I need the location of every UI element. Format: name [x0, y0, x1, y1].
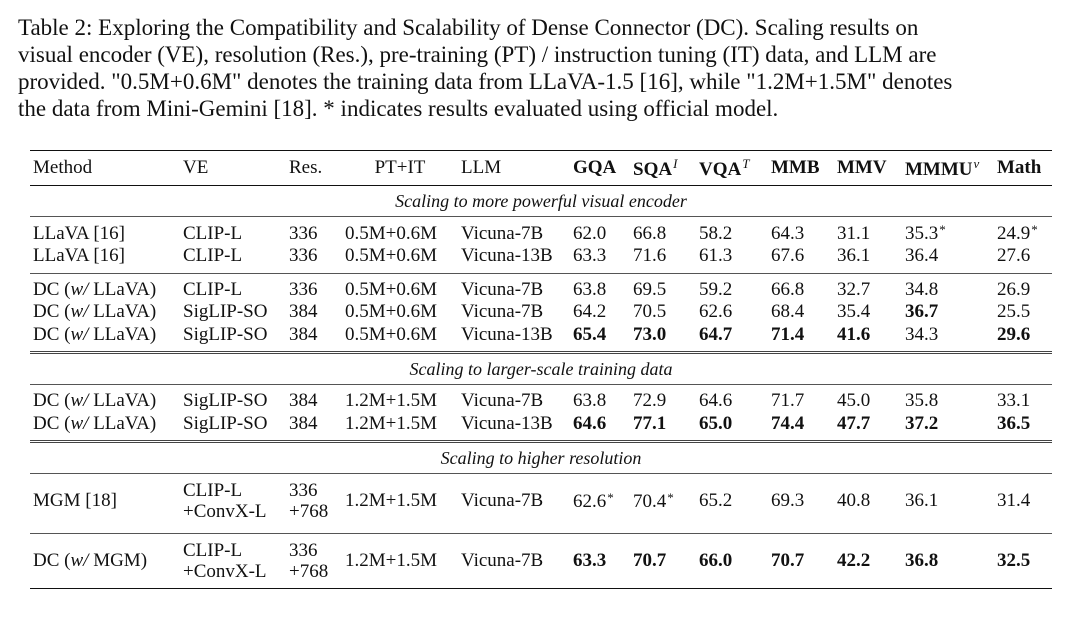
cell-llm: Vicuna-7B — [461, 390, 544, 412]
cell-sqa: 70.5 — [633, 301, 667, 323]
method-suffix: MGM) — [88, 550, 148, 571]
cell-llm: Vicuna-13B — [458, 413, 570, 442]
table-row — [30, 534, 1052, 589]
header-vqa-text: VQA — [699, 158, 742, 180]
cell-gqa: 64.2 — [573, 301, 607, 323]
method-suffix: LLaVA) — [88, 278, 157, 300]
caption-line-1: Table 2: Exploring the Compatibility and Scalability of Dense Connector (DC). Scaling results on — [18, 15, 919, 40]
cell-ptit: 0.5M+0.6M — [342, 324, 458, 353]
method-suffix: LLaVA) — [88, 390, 157, 412]
cell-res: 384 — [286, 324, 342, 353]
cell-method — [30, 534, 180, 589]
cell-mmb: 71.4 — [768, 324, 834, 353]
cell-mmb: 66.8 — [771, 278, 805, 300]
cell-ptit: 1.2M+1.5M — [342, 474, 458, 534]
cell-res: 336 — [286, 245, 342, 273]
header-ptit: PT+IT — [342, 151, 458, 186]
cell-mmmu-value: 35.3 — [905, 223, 939, 244]
cell-ptit: 0.5M+0.6M — [345, 301, 438, 323]
cell-ve-line-1: CLIP-L — [183, 540, 243, 561]
header-sqa-superscript: I — [673, 155, 678, 171]
cell-math — [994, 217, 1052, 246]
cell-gqa: 63.8 — [573, 278, 607, 300]
cell-ve: SigLIP-SO — [183, 301, 268, 323]
cell-vqa: 61.3 — [696, 245, 768, 273]
cell-mmb: 64.3 — [771, 222, 805, 244]
cell-mmmu-note: * — [939, 222, 946, 237]
cell-res: 384 — [286, 413, 342, 442]
header-llm: LLM — [458, 151, 570, 186]
section-title-encoder: Scaling to more powerful visual encoder — [30, 186, 1052, 217]
cell-ptit: 0.5M+0.6M — [345, 278, 438, 300]
method-suffix: LLaVA) — [88, 412, 157, 434]
section-header-resolution — [30, 442, 1052, 474]
method-prefix: DC ( — [33, 412, 71, 434]
cell-llm: Vicuna-7B — [458, 474, 570, 534]
cell-mmb: 67.6 — [768, 245, 834, 273]
table-row — [30, 245, 1052, 273]
header-gqa: GQA — [570, 151, 630, 186]
header-math: Math — [994, 151, 1052, 186]
table-row — [30, 413, 1052, 442]
cell-res-line-2: +768 — [289, 501, 329, 522]
cell-mmv: 41.6 — [834, 324, 902, 353]
cell-gqa-note: * — [607, 489, 614, 505]
cell-method — [30, 324, 180, 353]
cell-math-note: * — [1031, 222, 1038, 237]
cell-vqa: 64.7 — [696, 324, 768, 353]
cell-sqa: 69.5 — [633, 278, 667, 300]
header-method: Method — [30, 151, 180, 186]
cell-math: 27.6 — [994, 245, 1052, 273]
cell-mmv: 31.1 — [837, 222, 871, 244]
header-ve: VE — [180, 151, 286, 186]
table-row — [30, 385, 1052, 413]
cell-ve: CLIP-L — [183, 222, 243, 244]
cell-mmv: 40.8 — [834, 474, 902, 534]
cell-mmmu — [902, 217, 994, 246]
cell-res: 336 — [289, 278, 318, 300]
cell-mmv: 45.0 — [837, 390, 871, 412]
cell-res — [286, 474, 342, 534]
cell-mmb: 69.3 — [768, 474, 834, 534]
cell-mmv: 35.4 — [837, 301, 871, 323]
table-caption — [18, 14, 1064, 122]
cell-res: 384 — [289, 390, 318, 412]
results-table — [30, 150, 1052, 589]
header-mmmu-superscript: v — [973, 155, 980, 171]
cell-vqa: 65.0 — [696, 413, 768, 442]
method-prefix: DC ( — [33, 278, 71, 300]
cell-sqa-value: 70.4 — [633, 490, 667, 512]
cell-method — [30, 385, 180, 413]
cell-ve: SigLIP-SO — [183, 390, 268, 412]
cell-mmv: 36.1 — [834, 245, 902, 273]
cell-res-line-1: 336 — [289, 480, 318, 501]
method-prefix: DC ( — [33, 323, 71, 345]
cell-math: 25.5 — [997, 301, 1031, 323]
cell-ve: SigLIP-SO — [180, 324, 286, 353]
cell-ve: SigLIP-SO — [180, 413, 286, 442]
cell-sqa — [630, 474, 696, 534]
cell-mmb: 70.7 — [768, 534, 834, 589]
cell-vqa: 65.2 — [696, 474, 768, 534]
cell-llm: Vicuna-7B — [461, 278, 544, 300]
cell-mmmu: 34.3 — [902, 324, 994, 353]
cell-vqa: 62.6 — [699, 301, 733, 323]
cell-gqa: 64.6 — [570, 413, 630, 442]
method-prefix: DC ( — [33, 550, 71, 571]
cell-mmmu: 37.2 — [902, 413, 994, 442]
cell-ve — [180, 534, 286, 589]
section-header-encoder — [30, 186, 1052, 217]
cell-ve-line-1: CLIP-L — [183, 480, 243, 501]
header-mmv: MMV — [834, 151, 902, 186]
cell-sqa-note: * — [667, 489, 674, 505]
cell-llm: Vicuna-13B — [458, 245, 570, 273]
cell-sqa: 71.6 — [630, 245, 696, 273]
cell-sqa: 66.8 — [633, 222, 667, 244]
cell-res: 384 — [289, 301, 318, 323]
cell-math: 33.1 — [997, 390, 1031, 412]
cell-gqa: 63.3 — [570, 534, 630, 589]
cell-gqa: 63.8 — [573, 390, 607, 412]
header-sqa-text: SQA — [633, 158, 673, 180]
section-title-data: Scaling to larger-scale training data — [30, 353, 1052, 385]
table-row — [30, 324, 1052, 353]
cell-method — [30, 273, 180, 301]
cell-mmv: 42.2 — [834, 534, 902, 589]
cell-ptit: 1.2M+1.5M — [342, 534, 458, 589]
cell-math: 32.5 — [994, 534, 1052, 589]
cell-mmv: 47.7 — [834, 413, 902, 442]
cell-math: 29.6 — [994, 324, 1052, 353]
section-title-resolution: Scaling to higher resolution — [30, 442, 1052, 474]
cell-gqa-value: 62.6 — [573, 490, 607, 512]
cell-mmmu: 35.8 — [905, 390, 939, 412]
method-prefix: DC ( — [33, 301, 71, 323]
cell-vqa: 64.6 — [699, 390, 733, 412]
table-row — [30, 474, 1052, 534]
cell-gqa: 63.3 — [570, 245, 630, 273]
cell-mmv: 32.7 — [837, 278, 871, 300]
method-w: w/ — [70, 301, 89, 323]
cell-mmmu: 36.7 — [905, 301, 939, 323]
cell-llm: Vicuna-7B — [461, 301, 544, 323]
cell-ptit: 0.5M+0.6M — [342, 245, 458, 273]
cell-sqa: 73.0 — [630, 324, 696, 353]
header-sqa — [630, 151, 696, 186]
header-mmmu-text: MMMU — [905, 158, 973, 180]
cell-mmmu: 34.8 — [905, 278, 939, 300]
cell-mmb: 68.4 — [771, 301, 805, 323]
cell-math: 31.4 — [994, 474, 1052, 534]
header-mmmu — [902, 151, 994, 186]
table-row — [30, 273, 1052, 301]
cell-ve — [180, 474, 286, 534]
results-table-wrapper — [30, 150, 1052, 589]
cell-vqa: 66.0 — [696, 534, 768, 589]
cell-res-line-2: +768 — [289, 561, 329, 582]
cell-math: 36.5 — [994, 413, 1052, 442]
cell-sqa: 70.7 — [630, 534, 696, 589]
cell-mmmu: 36.1 — [902, 474, 994, 534]
cell-gqa: 62.0 — [573, 222, 607, 244]
cell-llm: Vicuna-7B — [458, 534, 570, 589]
header-vqa-superscript: T — [742, 155, 750, 171]
header-vqa — [696, 151, 768, 186]
cell-ptit: 0.5M+0.6M — [345, 222, 438, 244]
cell-res-line-1: 336 — [289, 540, 318, 561]
cell-gqa — [570, 474, 630, 534]
table-row — [30, 301, 1052, 324]
cell-sqa: 77.1 — [630, 413, 696, 442]
section-header-data — [30, 353, 1052, 385]
caption-line-3: provided. "0.5M+0.6M" denotes the training data from LLaVA-1.5 [16], while "1.2M+1.5M" denotes — [18, 69, 953, 94]
cell-math-value: 24.9 — [997, 223, 1031, 244]
cell-method: LLaVA [16] — [33, 222, 125, 244]
method-suffix: LLaVA) — [88, 301, 157, 323]
header-res: Res. — [286, 151, 342, 186]
cell-ptit: 1.2M+1.5M — [345, 390, 438, 412]
cell-mmmu: 36.8 — [902, 534, 994, 589]
method-w: w/ — [70, 390, 89, 412]
cell-ve: CLIP-L — [183, 278, 243, 300]
method-w: w/ — [70, 412, 89, 434]
cell-mmmu: 36.4 — [902, 245, 994, 273]
cell-vqa: 59.2 — [699, 278, 733, 300]
cell-ve-line-2: +ConvX-L — [183, 561, 267, 582]
cell-res — [286, 534, 342, 589]
cell-method — [30, 413, 180, 442]
cell-vqa: 58.2 — [699, 222, 733, 244]
cell-ve: CLIP-L — [180, 245, 286, 273]
cell-method: MGM [18] — [30, 474, 180, 534]
caption-line-4: the data from Mini-Gemini [18]. * indicates results evaluated using official model. — [18, 96, 779, 121]
cell-mmb: 71.7 — [771, 390, 805, 412]
cell-llm: Vicuna-13B — [458, 324, 570, 353]
header-mmb: MMB — [768, 151, 834, 186]
method-w: w/ — [70, 278, 89, 300]
method-w: w/ — [70, 550, 89, 571]
cell-ve-line-2: +ConvX-L — [183, 501, 267, 522]
cell-ptit: 1.2M+1.5M — [342, 413, 458, 442]
table-row — [30, 217, 1052, 246]
cell-math: 26.9 — [997, 278, 1031, 300]
method-suffix: LLaVA) — [88, 323, 157, 345]
cell-sqa: 72.9 — [633, 390, 667, 412]
cell-mmb: 74.4 — [768, 413, 834, 442]
cell-llm: Vicuna-7B — [461, 222, 544, 244]
cell-method — [30, 301, 180, 324]
method-prefix: DC ( — [33, 390, 71, 412]
table-header-row — [30, 151, 1052, 186]
method-w: w/ — [70, 323, 89, 345]
cell-method: LLaVA [16] — [30, 245, 180, 273]
cell-gqa: 65.4 — [570, 324, 630, 353]
caption-line-2: visual encoder (VE), resolution (Res.), pre-training (PT) / instruction tuning (IT) data, and LLM are — [18, 42, 937, 67]
cell-res: 336 — [289, 222, 318, 244]
